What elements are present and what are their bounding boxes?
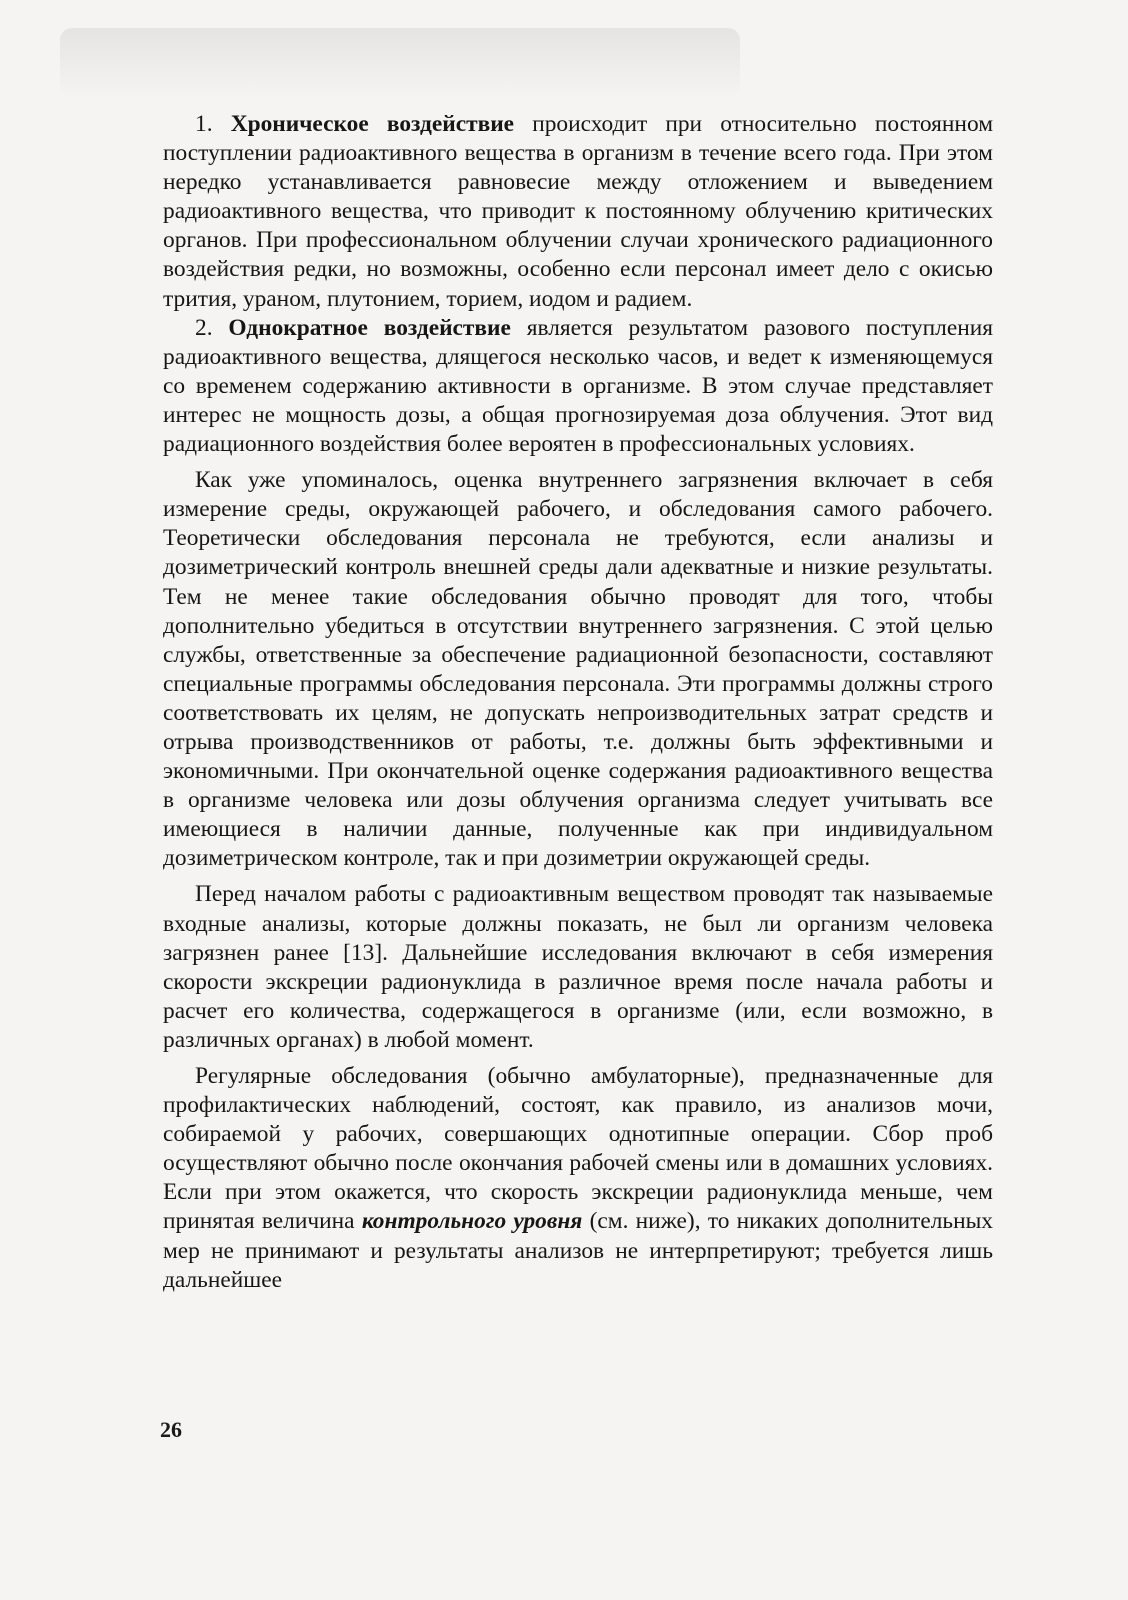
paragraph-assessment: Как уже упоминалось, оценка внутреннего загрязнения включает в себя измерение среды, окружающей рабочего, и обследования самого рабочего. Теоретически обследования персонала не требуются, если анализы и дозиметрический контроль внешней среды дали адекватные и низкие результаты. Тем не менее такие обследования обычно проводят для того, чтобы дополнительно убедиться в отсутствии внутреннего загрязнения. С этой целью службы, ответственные за обеспечение радиационной безопасности, составляют специальные программы обследования персонала. Эти программы должны строго соответствовать их целям, не допускать непроизводительных затрат средств и отрыва производственников от работы, т.е. должны быть эффективными и экономичными. При окончательной оценке содержания радиоактивного вещества в организме человека или дозы облучения организма следует учитывать все имеющиеся в наличии данные, полученные как при индивидуальном дозиметрическом контроле, так и при дозиметрии окружающей среды. [163,467,993,872]
body-text [163,110,993,1295]
paragraph-text: является результатом разового поступления радиоактивного вещества, длящегося несколько часов, и ведет к изменяющемуся со временем содержанию активности в организме. В этом случае представляет интерес не мощность дозы, а общая прогнозируемая доза облучения. Этот вид радиационного воздействия более вероятен в профессиональных условиях. [163,314,993,458]
paragraph-text: происходит при относительно постоянном поступлении радиоактивного вещества в организм в течение всего года. При этом нередко устанавливается равновесие между отложением и выведением радиоактивного вещества, что приводит к постоянному облучению критических органов. При профессиональном облучении случаи хронического радиационного воздействия редки, но возможны, особенно если персонал имеет дело с окисью трития, ураном, плутонием, торием, иодом и радием. [163,111,993,312]
paragraph-single-exposure [163,314,993,459]
term-control-level: контрольного уровня [361,1208,583,1235]
list-number: 1. [195,111,231,137]
paragraph-chronic-exposure [163,110,993,314]
paragraph-text: (см. ниже), то никаких дополнительных мер не принимают и результаты анализов не интерпретируют; требуется лишь дальнейшее [163,1208,993,1293]
scan-shadow [60,28,740,98]
term-chronic-exposure: Хроническое воздействие [230,111,515,137]
page-number: 26 [160,1417,182,1442]
paragraph-text: Регулярные обследования (обычно амбулаторные), предназначенные для профилактических наблюдений, состоят, как правило, из анализов мочи, собираемой у рабочих, совершающих однотипные операции. Сбор проб осуществляют обычно после окончания рабочей смены или в домашних условиях. Если при этом окажется, что скорость экскреции радионуклида меньше, чем принятая величина [163,1063,993,1235]
paragraph-entry-analysis: Перед началом работы с радиоактивным веществом проводят так называемые входные анализы, которые должны показать, не был ли организм человека загрязнен ранее [13]. Дальнейшие исследования включают в себя измерения скорости экскреции радионуклида в различное время после начала работы и расчет его количества, содержащегося в организме (или, если возможно, в различных органах) в любой момент. [163,881,993,1053]
term-single-exposure: Однократное воздействие [228,314,511,341]
paragraph-regular-checks [163,1062,993,1295]
list-number: 2. [195,314,229,341]
